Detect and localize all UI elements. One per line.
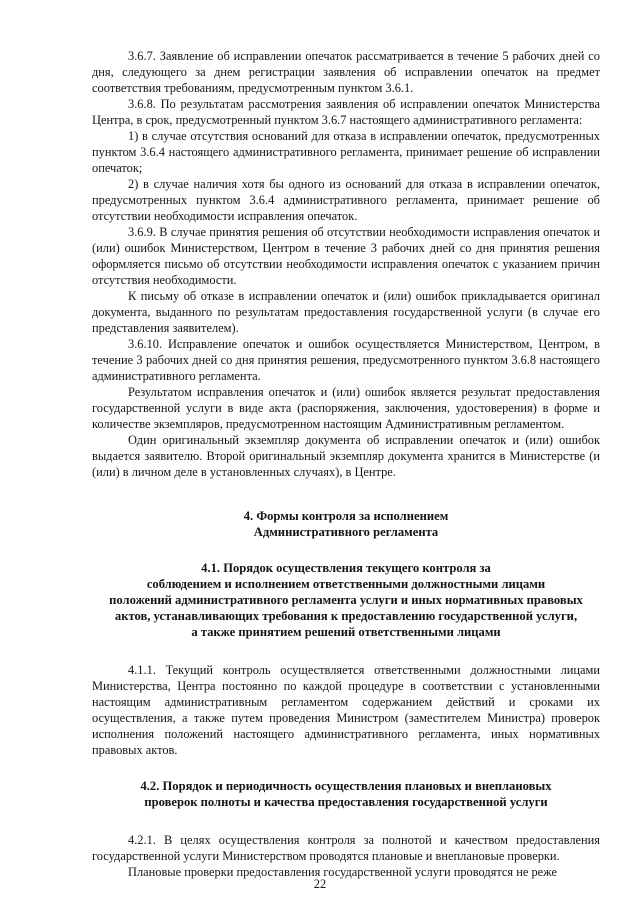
paragraph-3-6-10: 3.6.10. Исправление опечаток и ошибок осуществляется Министерством, Центром, в течение 3 рабочих дней со дня принятия решения, предусмотренного пунктом 3.6.8 настоящего административного регламента. xyxy=(92,337,600,383)
section-4-1-heading xyxy=(92,560,600,640)
paragraph-item-2: 2) в случае наличия хотя бы одного из оснований для отказа в исправлении опечаток, предусмотренных пунктом 3.6.4 административного регламента, принимает решение об отсутствии необходимости исправления опечаток. xyxy=(92,177,600,223)
section-4-heading-line: Административного регламента xyxy=(253,525,439,539)
section-4-1-heading-line: актов, устанавливающих требования к предоставлению государственной услуги, xyxy=(114,609,578,623)
paragraph-3-6-7: 3.6.7. Заявление об исправлении опечаток рассматривается в течение 5 рабочих дней со дня, следующего за днем регистрации заявления об исправлении опечаток на предмет соответствия требованиям, предусмотренным пунктом 3.6.1. xyxy=(92,49,600,95)
document-body xyxy=(92,48,600,880)
section-4-2-heading xyxy=(92,778,600,810)
paragraph-4-1-1: 4.1.1. Текущий контроль осуществляется ответственными должностными лицами Министерства, Центра постоянно по каждой процедуре в соответствии с установленными настоящим административным регламентом содержанием действий и сроками их осуществления, а также путем проведения Министром (заместителем Министра) проверок исполнения положений настоящего административного регламента, иных нормативных правовых актов. xyxy=(92,663,600,757)
section-4-2-heading-line: проверок полноты и качества предоставления государственной услуги xyxy=(144,795,548,809)
paragraph-refusal-letter: К письму об отказе в исправлении опечаток и (или) ошибок прикладывается оригинал документа, выданного по результатам предоставления государственной услуги (в случае его представления заявителем). xyxy=(92,289,600,335)
section-4-2-heading-line: 4.2. Порядок и периодичность осуществления плановых и внеплановых xyxy=(140,779,552,793)
page-number: 22 xyxy=(313,877,327,891)
paragraph-3-6-9: 3.6.9. В случае принятия решения об отсутствии необходимости исправления опечаток и (или) ошибок Министерством, Центром в течение 3 рабочих дней со дня принятия решения оформляется письмо об отсутствии необходимости исправления опечаток с указанием причин отсутствия необходимости. xyxy=(92,225,600,287)
section-4-1-heading-line: а также принятием решений ответственными лицами xyxy=(191,625,501,639)
section-4-heading-line: 4. Формы контроля за исполнением xyxy=(243,509,449,523)
paragraph-correction-result: Результатом исправления опечаток и (или) ошибок является результат предоставления государственной услуги в виде акта (распоряжения, заключения, удостоверения) в форме и количестве экземпляров, предусмотренном настоящим Административным регламентом. xyxy=(92,385,600,431)
section-4-1-heading-line: положений административного регламента услуги и иных нормативных правовых xyxy=(109,593,583,607)
paragraph-3-6-8: 3.6.8. По результатам рассмотрения заявления об исправлении опечаток Министерства Центра, в срок, предусмотренный пунктом 3.6.7 настоящего административного регламента: xyxy=(92,97,600,127)
paragraph-item-1: 1) в случае отсутствия оснований для отказа в исправлении опечаток, предусмотренных пунктом 3.6.4 настоящего административного регламента, принимает решение об исправлении опечаток; xyxy=(92,129,600,175)
paragraph-4-2-1: 4.2.1. В целях осуществления контроля за полнотой и качеством предоставления государственной услуги Министерством проводятся плановые и внеплановые проверки. xyxy=(92,833,600,863)
paragraph-planned-checks: Плановые проверки предоставления государственной услуги проводятся не реже xyxy=(128,865,558,879)
section-4-1-heading-line: соблюдением и исполнением ответственными должностными лицами xyxy=(146,577,546,591)
section-4-1-heading-line: 4.1. Порядок осуществления текущего контроля за xyxy=(201,561,491,575)
section-4-heading xyxy=(92,508,600,540)
paragraph-original-copies: Один оригинальный экземпляр документа об исправлении опечаток и (или) ошибок выдается заявителю. Второй оригинальный экземпляр документа хранится в Министерстве (и (или) в личном деле в установленных случаях), в Центре. xyxy=(92,433,600,479)
